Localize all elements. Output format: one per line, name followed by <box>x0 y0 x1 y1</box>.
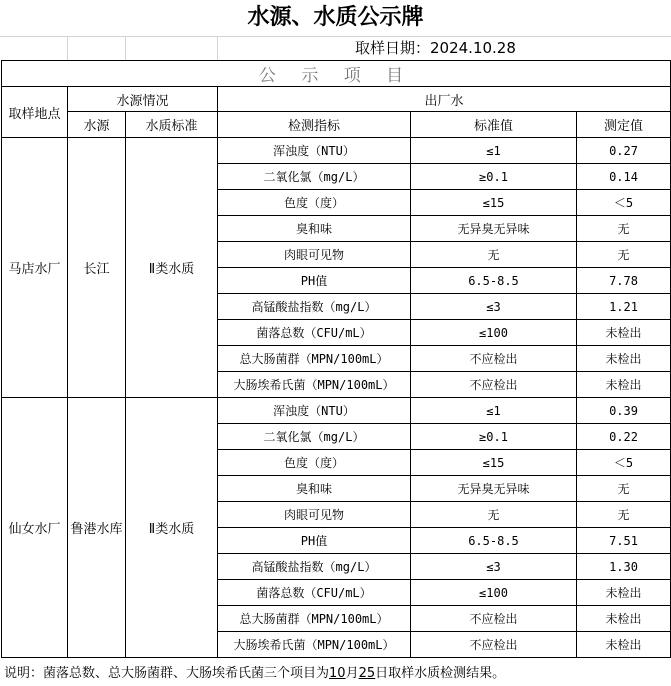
indicator-cell: 浑浊度（NTU） <box>218 138 411 164</box>
header-standard-value: 标准值 <box>411 112 577 138</box>
standard-value-cell: 6.5-8.5 <box>411 528 577 554</box>
standard-value-cell: 无 <box>411 502 577 528</box>
sampling-site-cell: 仙女水厂 <box>2 398 68 658</box>
source-cell: 长江 <box>68 138 126 398</box>
footnote-month-unit: 月 <box>345 666 359 681</box>
indicator-cell: PH值 <box>218 528 411 554</box>
indicator-cell: 大肠埃希氏菌（MPN/100mL） <box>218 632 411 658</box>
indicator-cell: 总大肠菌群（MPN/100mL） <box>218 606 411 632</box>
indicator-cell: 肉眼可见物 <box>218 242 411 268</box>
standard-value-cell: 6.5-8.5 <box>411 268 577 294</box>
water-quality-table <box>1 60 671 658</box>
footnote-suffix: 日取样水质检测结果。 <box>375 666 506 681</box>
indicator-cell: 浑浊度（NTU） <box>218 398 411 424</box>
measured-value-cell: 1.21 <box>577 294 671 320</box>
footnote-month: 10 <box>329 666 346 681</box>
measured-value-cell: 未检出 <box>577 580 671 606</box>
standard-value-cell: ≤1 <box>411 138 577 164</box>
grid-line <box>217 36 218 60</box>
header-quality-standard: 水质标准 <box>126 112 218 138</box>
indicator-cell: 大肠埃希氏菌（MPN/100mL） <box>218 372 411 398</box>
measured-value-cell: 无 <box>577 216 671 242</box>
standard-value-cell: 无异臭无异味 <box>411 476 577 502</box>
indicator-cell: 总大肠菌群（MPN/100mL） <box>218 346 411 372</box>
measured-value-cell: ＜5 <box>577 450 671 476</box>
measured-value-cell: 0.14 <box>577 164 671 190</box>
indicator-cell: 色度（度） <box>218 450 411 476</box>
grid-line <box>125 36 126 60</box>
footnote-day: 25 <box>358 666 376 681</box>
measured-value-cell: 未检出 <box>577 632 671 658</box>
subheader-row <box>2 112 671 138</box>
header-measured-value: 测定值 <box>577 112 671 138</box>
indicator-cell: 二氧化氯（mg/L） <box>218 164 411 190</box>
page-title: 水源、水质公示牌 <box>247 5 424 30</box>
quality-standard-cell: Ⅱ类水质 <box>126 398 218 658</box>
measured-value-cell: 1.30 <box>577 554 671 580</box>
measured-value-cell: 未检出 <box>577 606 671 632</box>
header-row <box>2 87 671 112</box>
indicator-cell: 菌落总数（CFU/mL） <box>218 320 411 346</box>
indicator-cell: 菌落总数（CFU/mL） <box>218 580 411 606</box>
indicator-cell: 臭和味 <box>218 216 411 242</box>
standard-value-cell: ≤100 <box>411 580 577 606</box>
measured-value-cell: 0.27 <box>577 138 671 164</box>
measured-value-cell: 7.51 <box>577 528 671 554</box>
standard-value-cell: ≥0.1 <box>411 424 577 450</box>
sample-date: 取样日期：2024.10.28 <box>355 39 516 57</box>
indicator-cell: 臭和味 <box>218 476 411 502</box>
measured-value-cell: 无 <box>577 476 671 502</box>
standard-value-cell: 无 <box>411 242 577 268</box>
indicator-cell: 二氧化氯（mg/L） <box>218 424 411 450</box>
header-source-info: 水源情况 <box>68 87 218 112</box>
measured-value-cell: 未检出 <box>577 372 671 398</box>
measured-value-cell: 无 <box>577 242 671 268</box>
grid-line <box>67 36 68 60</box>
measured-value-cell: 未检出 <box>577 320 671 346</box>
standard-value-cell: ≤15 <box>411 190 577 216</box>
standard-value-cell: 不应检出 <box>411 346 577 372</box>
standard-value-cell: 不应检出 <box>411 606 577 632</box>
table-row <box>2 138 671 164</box>
standard-value-cell: ≥0.1 <box>411 164 577 190</box>
indicator-cell: PH值 <box>218 268 411 294</box>
footnote <box>4 664 669 684</box>
measured-value-cell: 7.78 <box>577 268 671 294</box>
section-header: 公 示 项 目 <box>2 61 671 87</box>
quality-standard-cell: Ⅱ类水质 <box>126 138 218 398</box>
sampling-site-cell: 马店水厂 <box>2 138 68 398</box>
measured-value-cell: 0.22 <box>577 424 671 450</box>
indicator-cell: 肉眼可见物 <box>218 502 411 528</box>
standard-value-cell: 无异臭无异味 <box>411 216 577 242</box>
standard-value-cell: ≤15 <box>411 450 577 476</box>
standard-value-cell: 不应检出 <box>411 372 577 398</box>
indicator-cell: 高锰酸盐指数（mg/L） <box>218 554 411 580</box>
measured-value-cell: ＜5 <box>577 190 671 216</box>
indicator-cell: 高锰酸盐指数（mg/L） <box>218 294 411 320</box>
header-indicator: 检测指标 <box>218 112 411 138</box>
header-outlet-water: 出厂水 <box>218 87 671 112</box>
table-row <box>2 398 671 424</box>
standard-value-cell: ≤1 <box>411 398 577 424</box>
standard-value-cell: ≤100 <box>411 320 577 346</box>
standard-value-cell: ≤3 <box>411 294 577 320</box>
header-source: 水源 <box>68 112 126 138</box>
indicator-cell: 色度（度） <box>218 190 411 216</box>
measured-value-cell: 无 <box>577 502 671 528</box>
measured-value-cell: 未检出 <box>577 346 671 372</box>
standard-value-cell: 不应检出 <box>411 632 577 658</box>
source-cell: 鲁港水库 <box>68 398 126 658</box>
standard-value-cell: ≤3 <box>411 554 577 580</box>
section-row <box>2 61 671 87</box>
measured-value-cell: 0.39 <box>577 398 671 424</box>
header-sampling-site: 取样地点 <box>2 87 68 138</box>
footnote-prefix: 说明：菌落总数、总大肠菌群、大肠埃希氏菌三个项目为 <box>4 666 330 681</box>
